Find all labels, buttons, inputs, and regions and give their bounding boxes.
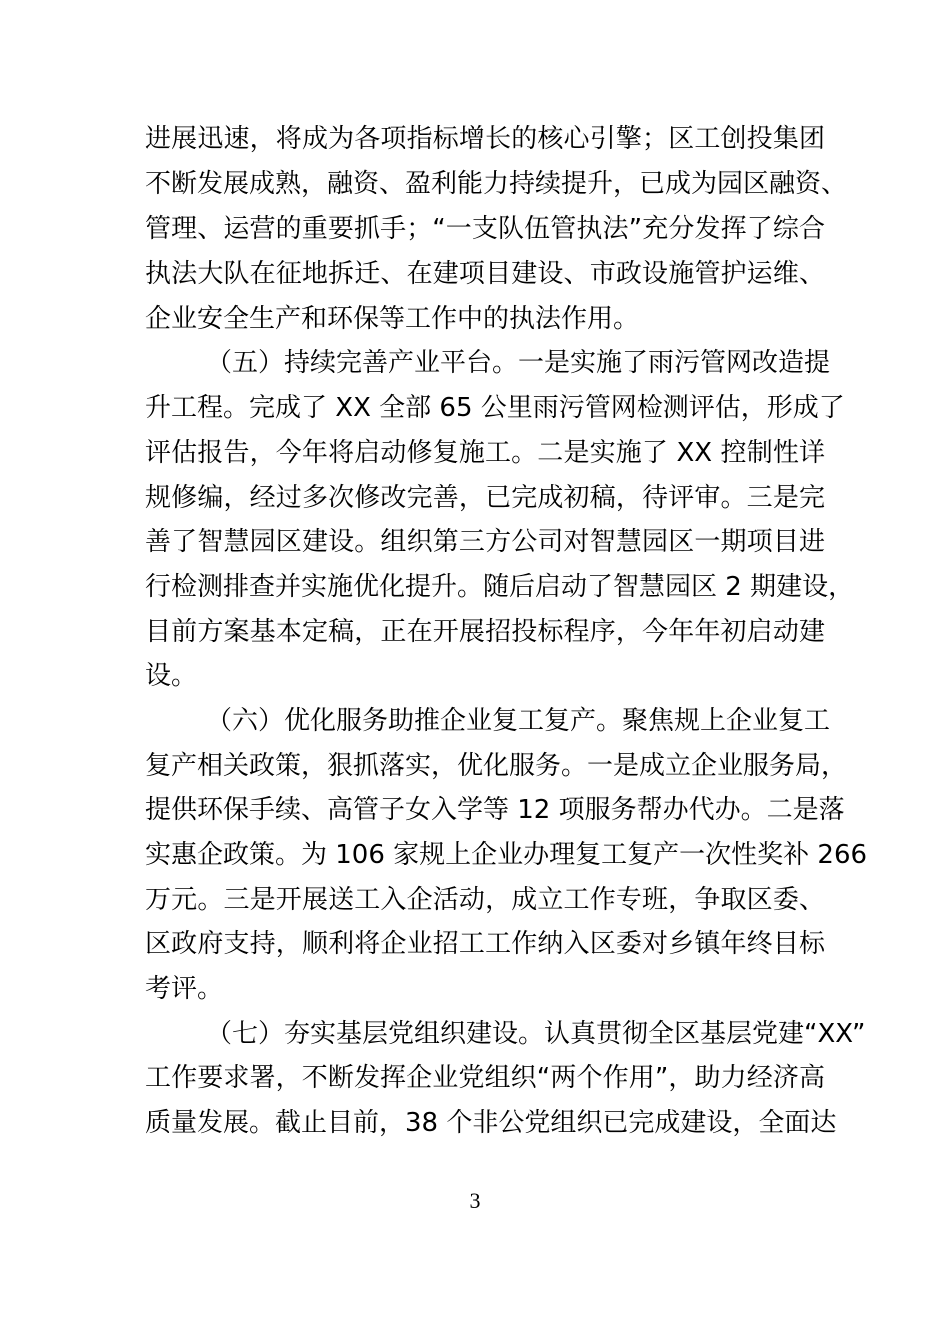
body-text-line: 考评。 [145, 974, 224, 1004]
body-text-line: 复产相关政策，狠抓落实，优化服务。一是成立企业服务局， [145, 751, 848, 781]
body-text-line: 企业安全生产和环保等工作中的执法作用。 [145, 304, 640, 334]
body-text-line: 提供环保手续、高管子女入学等 12 项服务帮办代办。二是落 [145, 795, 845, 825]
body-text-line: 管理、运营的重要抓手；“一支队伍管执法”充分发挥了综合 [145, 214, 825, 244]
body-text-line: 评估报告，今年将启动修复施工。二是实施了 XX 控制性详 [145, 438, 825, 468]
body-text-line: 设。 [145, 661, 198, 691]
body-text-line: 目前方案基本定稿，正在开展招投标程序，今年年初启动建 [145, 617, 825, 647]
section-heading-line: （五）持续完善产业平台。一是实施了雨污管网改造提 [206, 348, 831, 378]
body-text-line: 规修编，经过多次修改完善，已完成初稿，待评审。三是完 [145, 483, 825, 513]
body-text-line: 工作要求署，不断发挥企业党组织“两个作用”，助力经济高 [145, 1063, 825, 1093]
section-heading-line: （六）优化服务助推企业复工复产。聚焦规上企业复工 [206, 706, 831, 736]
page-number: 3 [469, 1188, 481, 1213]
body-text-line: 万元。三是开展送工入企活动，成立工作专班，争取区委、 [145, 885, 825, 915]
body-text-line: 区政府支持，顺利将企业招工工作纳入区委对乡镇年终目标 [145, 929, 825, 959]
body-text-line: 善了智慧园区建设。组织第三方公司对智慧园区一期项目进 [145, 527, 825, 557]
body-text-line: 不断发展成熟，融资、盈利能力持续提升，已成为园区融资、 [145, 169, 848, 199]
body-text-line: 实惠企政策。为 106 家规上企业办理复工复产一次性奖补 266 [145, 840, 868, 870]
body-text-line: 进展迅速，将成为各项指标增长的核心引擎；区工创投集团 [145, 124, 825, 154]
section-heading-line: （七）夯实基层党组织建设。认真贯彻全区基层党建“XX” [206, 1019, 866, 1049]
body-text-line: 执法大队在征地拆迁、在建项目建设、市政设施管护运维、 [145, 259, 825, 289]
body-text-line: 行检测排查并实施优化提升。随后启动了智慧园区 2 期建设， [145, 572, 855, 602]
body-text-line: 升工程。完成了 XX 全部 65 公里雨污管网检测评估，形成了 [145, 393, 845, 423]
body-text-line: 质量发展。截止目前，38 个非公党组织已完成建设，全面达 [145, 1108, 837, 1138]
